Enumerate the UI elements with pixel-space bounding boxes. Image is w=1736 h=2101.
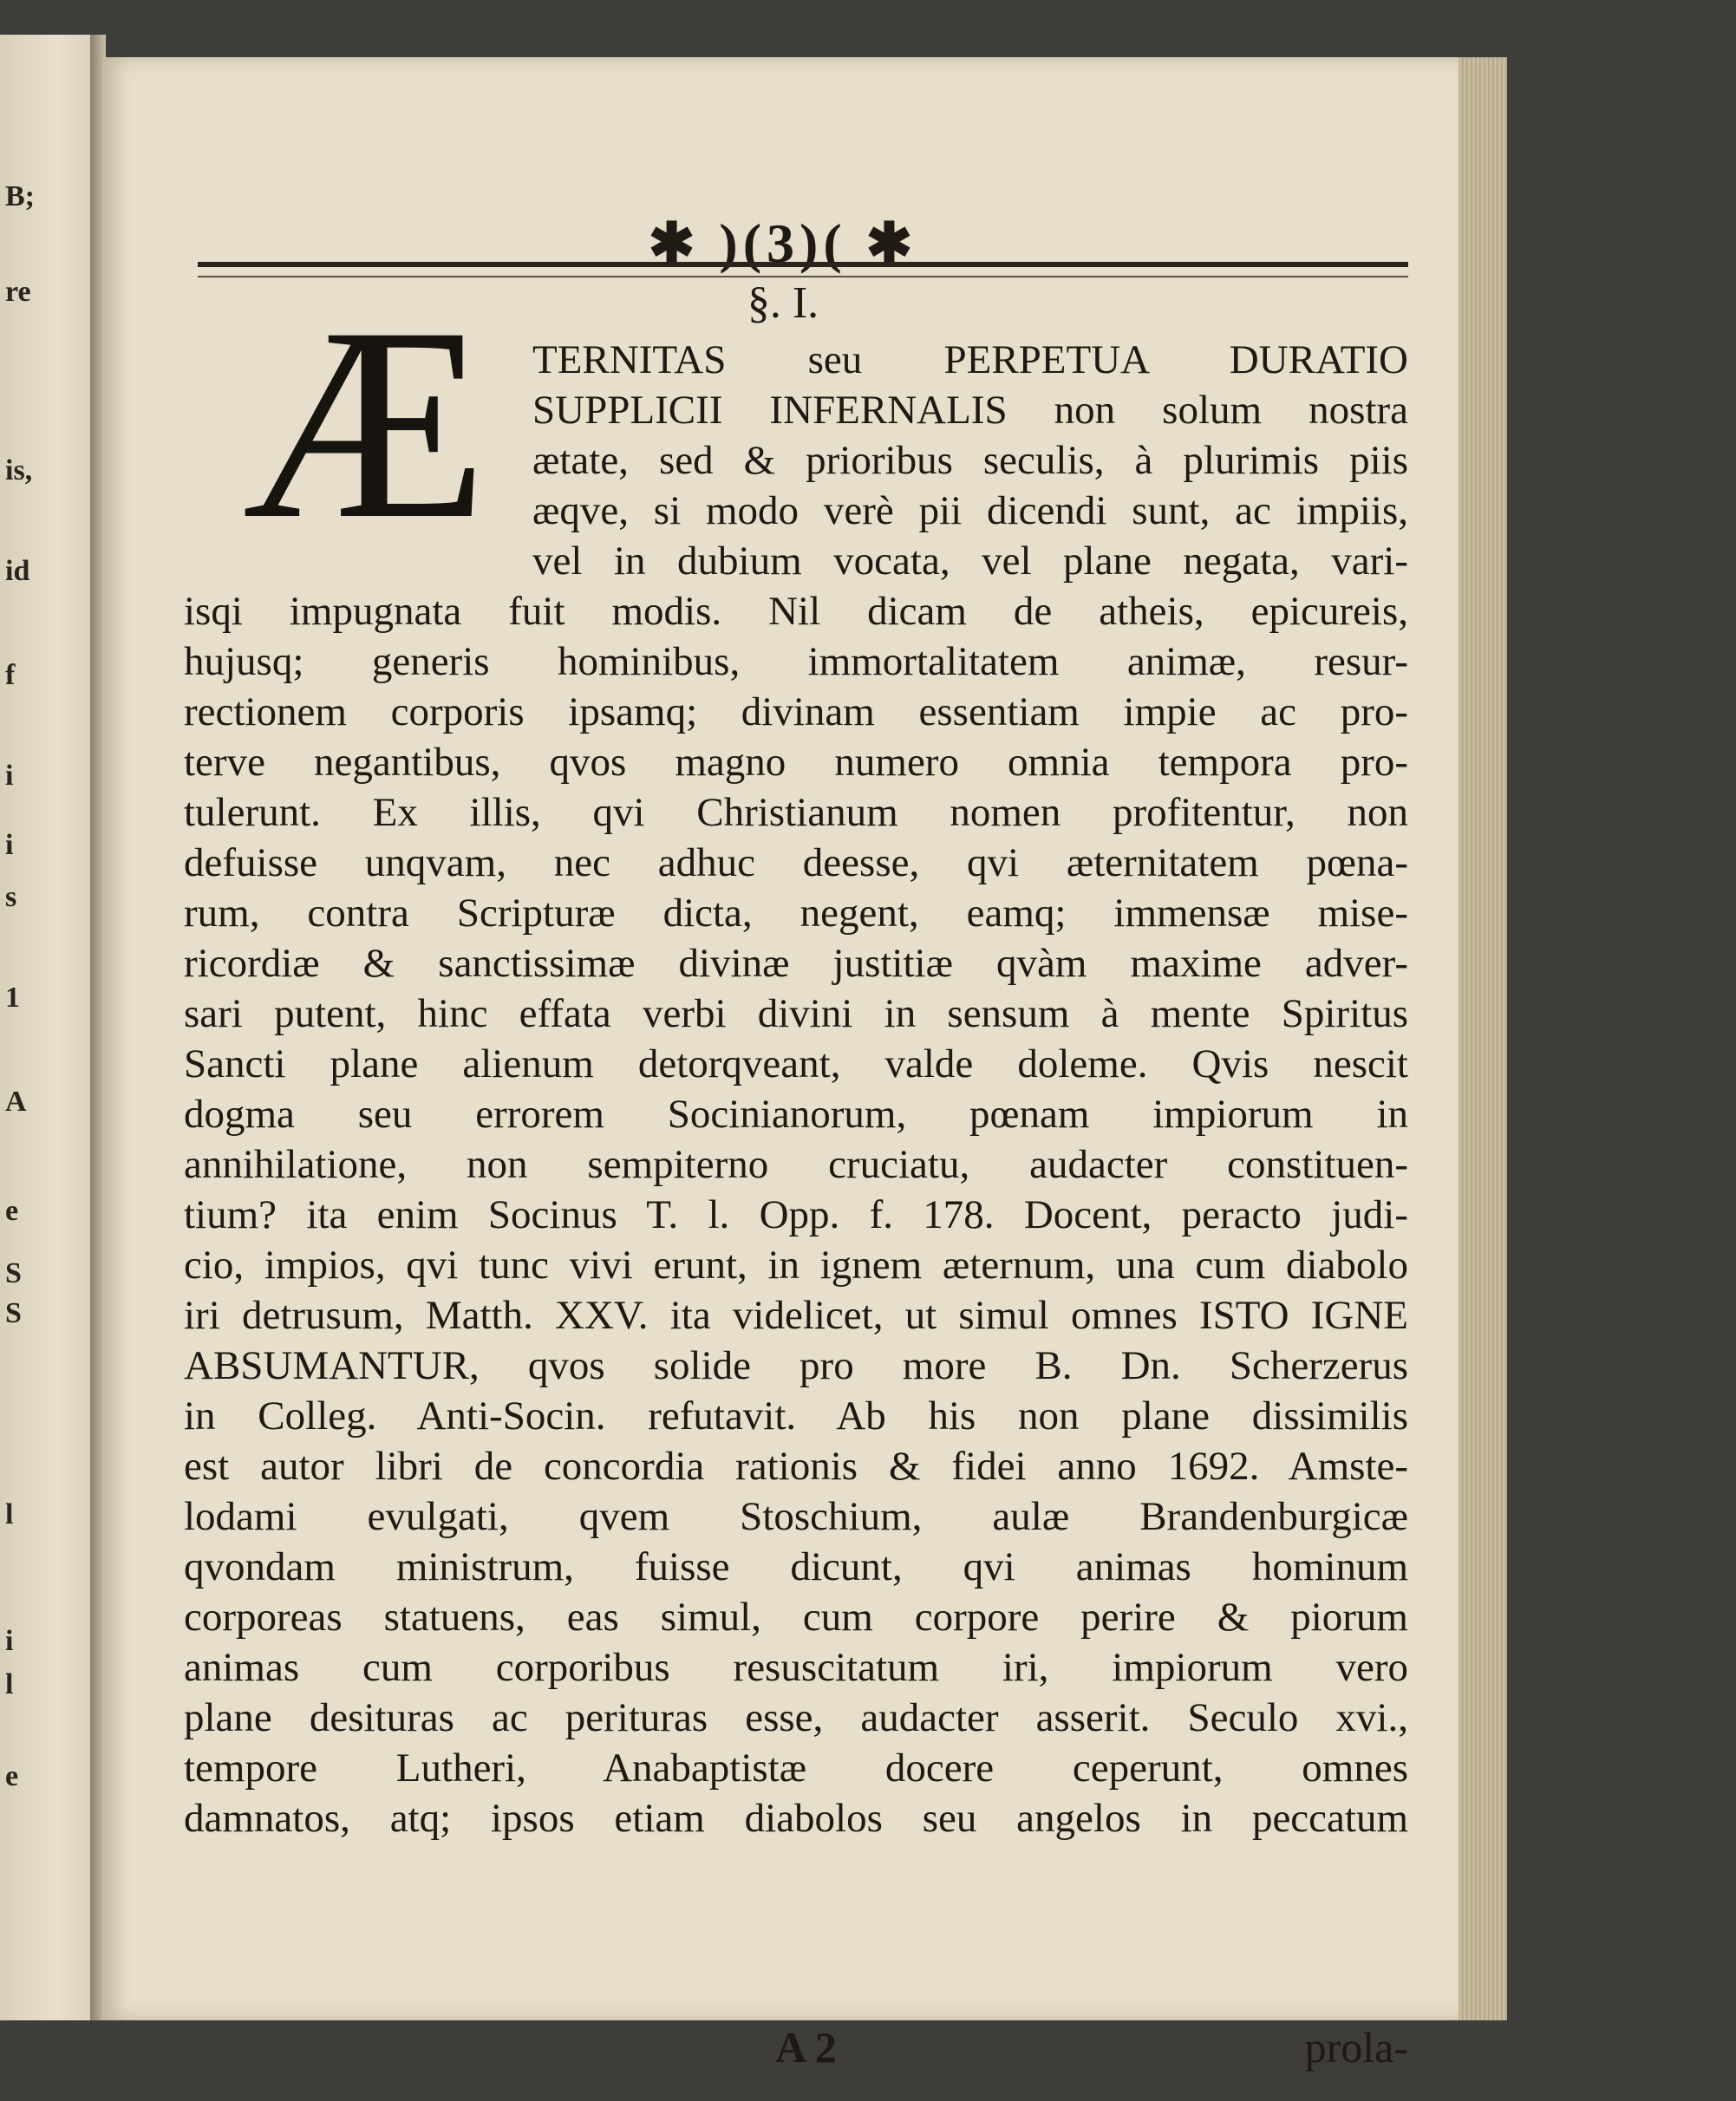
text-line: lodami evulgati, qvem Stoschium, aulæ Brandenburgicæ — [184, 1494, 1408, 1539]
text-line: plane desituras ac perituras esse, audacter asserit. Seculo xvi., — [184, 1695, 1408, 1740]
drop-cap: Æ — [242, 271, 473, 576]
text-line: damnatos, atq; ipsos etiam diabolos seu angelos in peccatum — [184, 1796, 1408, 1841]
text-line: isqi impugnata fuit modis. Nil dicam de atheis, epicureis, — [184, 589, 1408, 634]
text-line: dogma seu errorem Socinianorum, pœnam impiorum in — [184, 1092, 1408, 1137]
left-edge-glyph: re — [5, 276, 31, 308]
text-line: rum, contra Scripturæ dicta, negent, eamq; immensæ mise- — [184, 891, 1408, 936]
book-page — [102, 57, 1464, 2072]
text-line: annihilatione, non sempiterno cruciatu, audacter constituen- — [184, 1142, 1408, 1187]
page-block-edge — [1459, 57, 1507, 2020]
text-line: ætate, sed & prioribus seculis, à plurimis piis — [532, 438, 1408, 483]
text-line: vel in dubium vocata, vel plane negata, vari- — [532, 538, 1408, 584]
signature-mark: A 2 — [775, 2023, 837, 2072]
left-edge-glyph: l — [5, 1668, 14, 1700]
text-line: æqve, si modo verè pii dicendi sunt, ac impiis, — [532, 488, 1408, 533]
text-line: Sancti plane alienum detorqveant, valde doleme. Qvis nescit — [184, 1041, 1408, 1086]
left-edge-glyph: B; — [5, 180, 35, 212]
text-line: defuisse unqvam, nec adhuc deesse, qvi æternitatem pœna- — [184, 840, 1408, 885]
left-edge-glyph: l — [5, 1498, 14, 1530]
left-edge-glyph: s — [5, 881, 17, 913]
text-line: rectionem corporis ipsamq; divinam essentiam impie ac pro- — [184, 689, 1408, 734]
left-edge-glyph: e — [5, 1195, 19, 1227]
text-line: tulerunt. Ex illis, qvi Christianum nomen profitentur, non — [184, 790, 1408, 835]
left-edge-glyph: A — [5, 1086, 27, 1118]
text-line: terve negantibus, qvos magno numero omnia tempora pro- — [184, 740, 1408, 785]
catchword: prola- — [1304, 2023, 1408, 2072]
text-line: hujusq; generis hominibus, immortalitatem animæ, resur- — [184, 639, 1408, 684]
text-line: SUPPLICII INFERNALIS non solum nostra — [532, 388, 1408, 433]
text-line: corporeas statuens, eas simul, cum corpore perire & piorum — [184, 1595, 1408, 1640]
text-line: iri detrusum, Matth. XXV. ita videlicet, ut simul omnes ISTO IGNE — [184, 1293, 1408, 1338]
left-edge-glyph: S — [5, 1297, 22, 1329]
left-edge-glyph: e — [5, 1760, 19, 1792]
text-line: tempore Lutheri, Anabaptistæ docere ceperunt, omnes — [184, 1745, 1408, 1791]
text-line: ABSUMANTUR, qvos solide pro more B. Dn. Scherzerus — [184, 1343, 1408, 1388]
running-head: ✱ )(3)( ✱ — [648, 212, 918, 274]
text-line: animas cum corporibus resuscitatum iri, impiorum vero — [184, 1645, 1408, 1690]
text-line: TERNITAS seu PERPETUA DURATIO — [532, 337, 1408, 382]
left-edge-glyph: i — [5, 760, 14, 792]
left-edge-glyph: 1 — [5, 982, 20, 1014]
text-line: cio, impios, qvi tunc vivi erunt, in ignem æternum, una cum diabolo — [184, 1243, 1408, 1288]
left-edge-glyph: f — [5, 659, 16, 691]
left-edge-glyph: S — [5, 1257, 22, 1289]
text-line: ricordiæ & sanctissimæ divinæ justitiæ qvàm maxime adver- — [184, 941, 1408, 986]
text-line: tium? ita enim Socinus T. l. Opp. f. 178. Docent, peracto judi- — [184, 1192, 1408, 1237]
text-line: qvondam ministrum, fuisse dicunt, qvi animas hominum — [184, 1544, 1408, 1589]
section-heading: §. I. — [747, 278, 819, 328]
text-line: in Colleg. Anti-Socin. refutavit. Ab his non plane dissimilis — [184, 1393, 1408, 1439]
left-edge-glyph: i — [5, 1625, 14, 1657]
left-edge-glyph: is, — [5, 454, 33, 486]
facing-page-edge — [0, 35, 97, 2020]
left-edge-glyph: i — [5, 829, 14, 861]
left-edge-glyph: id — [5, 555, 30, 587]
text-line: sari putent, hinc effata verbi divini in sensum à mente Spiritus — [184, 991, 1408, 1036]
text-line: est autor libri de concordia rationis & fidei anno 1692. Amste- — [184, 1444, 1408, 1489]
